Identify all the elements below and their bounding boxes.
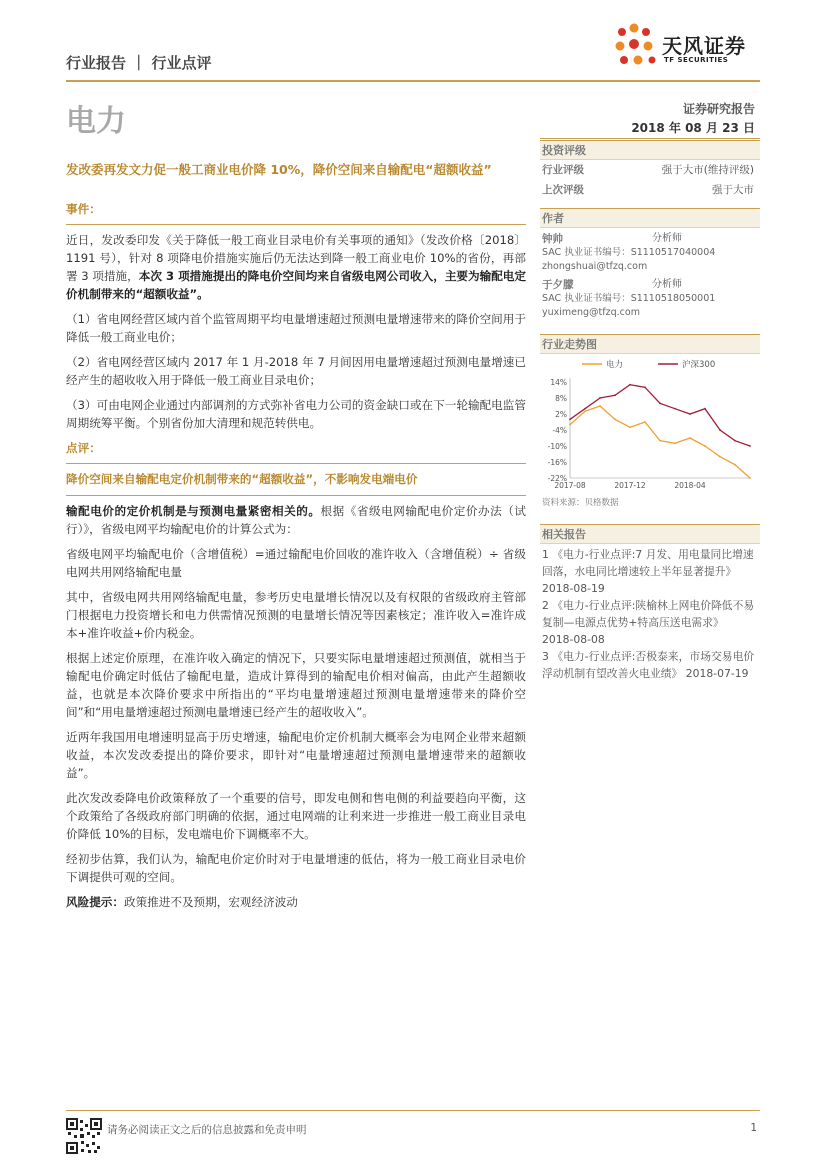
event-heading: 事件： bbox=[66, 202, 101, 216]
data-point bbox=[644, 386, 646, 388]
data-point bbox=[644, 421, 646, 423]
legend-label: 沪深300 bbox=[682, 360, 716, 370]
paragraph bbox=[66, 231, 526, 303]
risk-warning bbox=[66, 893, 526, 911]
industry-rating-row bbox=[540, 160, 760, 180]
data-point bbox=[659, 440, 661, 442]
author-heading: 作者 bbox=[540, 208, 760, 228]
industry-rating-label: 行业评级 bbox=[542, 164, 584, 176]
logo-dot bbox=[630, 24, 639, 33]
chart-source: 资料来源：贝格数据 bbox=[542, 498, 619, 508]
x-tick-label: 2017-12 bbox=[614, 481, 646, 490]
data-point bbox=[704, 445, 706, 447]
formula: 省级电网平均输配电价（含增值税）=通过输配电价回收的准许收入（含增值税）÷ 省级电网共用网络输配电量 bbox=[66, 547, 526, 579]
rating-heading: 投资评级 bbox=[540, 140, 760, 160]
x-tick-label: 2017-08 bbox=[554, 481, 586, 490]
data-point bbox=[629, 384, 631, 386]
paragraph-emphasis: 本次 3 项措施提出的降电价空间均来自省级电网公司收入，主要为输配电定价机制带来的“超额收益”。 bbox=[66, 269, 526, 301]
data-point bbox=[569, 424, 571, 426]
paragraph-text: 根据《省级电网输配电价定价办法（试行）》，省级电网平均输配电价的计算公式为： bbox=[66, 504, 526, 536]
logo-dot bbox=[618, 28, 626, 36]
data-point bbox=[614, 418, 616, 420]
report-title: 发改委再发文力促一般工商业电价降 10%，降价空间来自输配电“超额收益” bbox=[66, 162, 492, 177]
paragraph-text: 近日，发改委印发《关于降低一般工商业目录电价有关事项的通知》（发改价格〔2018〕1191 号），针对 8 项降电价措施实施后仍无法达到降一般工商业电价 10%的省份，再部署 3 项措施， bbox=[66, 233, 526, 283]
related-report-item[interactable]: 2 《电力-行业点评:陕榆林上网电价降低不易复制—电源点优势+特高压送电需求》 2018-08-08 bbox=[542, 599, 755, 646]
legend-label: 电力 bbox=[606, 360, 624, 370]
data-point bbox=[584, 410, 586, 412]
section-divider bbox=[66, 463, 526, 464]
data-point bbox=[749, 445, 751, 447]
logo-dot bbox=[629, 39, 639, 49]
data-point bbox=[674, 442, 676, 444]
main-content bbox=[66, 200, 526, 918]
y-tick-label: -16% bbox=[547, 458, 567, 467]
logo-dot bbox=[649, 57, 656, 64]
section-divider bbox=[66, 224, 526, 225]
measure-item: （1）省电网经营区域内首个监管周期平均电量增速超过预测电量增速带来的降价空间用于降低一般工商业电价； bbox=[66, 312, 526, 344]
analyst-email[interactable]: zhongshuai@tfzq.com bbox=[542, 261, 648, 272]
related-heading: 相关报告 bbox=[540, 524, 760, 544]
logo-dot bbox=[616, 42, 625, 51]
paragraph: 此次发改委降电价政策释放了一个重要的信号，即发电侧和售电侧的利益要趋向平衡，这个政策给了各级政府部门明确的依据，通过电网端的让利来进一步推进一般工商业目录电价降低 10%的目标，发电端电价下调概率不大。 bbox=[66, 791, 526, 841]
data-point bbox=[734, 464, 736, 466]
series-line bbox=[570, 406, 750, 478]
logo-text: 天风证券 bbox=[662, 34, 746, 58]
risk-text: 政策推进不及预期，宏观经济波动 bbox=[123, 895, 298, 909]
analyst-card bbox=[542, 278, 758, 320]
data-point bbox=[599, 405, 601, 407]
data-point bbox=[719, 429, 721, 431]
data-point bbox=[749, 477, 751, 479]
industry-rating-value: 强于大市(维持评级) bbox=[661, 164, 754, 176]
sub-heading: 降价空间来自输配电定价机制带来的“超额收益”，不影响发电端电价 bbox=[66, 472, 418, 486]
logo-subtext: TF SECURITIES bbox=[664, 56, 729, 64]
risk-label: 风险提示： bbox=[66, 895, 124, 909]
qr-code bbox=[66, 1118, 102, 1154]
analyst-email[interactable]: yuximeng@tfzq.com bbox=[542, 307, 640, 318]
data-point bbox=[599, 397, 601, 399]
analyst-name: 钟帅 bbox=[542, 233, 563, 245]
last-rating-row bbox=[540, 180, 760, 200]
related-report-item[interactable]: 1 《电力-行业点评:7 月发、用电量同比增速回落，水电同比增速较上半年显著提升》 2018-08-19 bbox=[542, 548, 754, 595]
paragraph-emphasis: 输配电价的定价机制是与预测电量紧密相关的。 bbox=[66, 504, 321, 518]
report-category: 行业报告 ｜ 行业点评 bbox=[66, 54, 212, 72]
data-point bbox=[569, 418, 571, 420]
data-point bbox=[719, 456, 721, 458]
y-tick-label: 2% bbox=[555, 410, 567, 419]
title-divider bbox=[540, 138, 760, 139]
analyst-list bbox=[540, 228, 760, 320]
logo-dot bbox=[620, 56, 628, 64]
data-point bbox=[689, 413, 691, 415]
header-divider bbox=[66, 80, 760, 82]
sidebar bbox=[540, 140, 760, 682]
analyst-title: 分析师 bbox=[652, 279, 682, 290]
analyst-title: 分析师 bbox=[652, 233, 682, 244]
measure-item: （3）可由电网企业通过内部调剂的方式弥补省电力公司的资金缺口或在下一轮输配电监管周期统筹平衡。个别省份加大清理和规范转供电。 bbox=[66, 398, 526, 430]
analyst-card bbox=[542, 232, 758, 274]
data-point bbox=[659, 402, 661, 404]
analyst-sac: SAC 执业证书编号：S1110518050001 bbox=[542, 293, 716, 304]
data-point bbox=[689, 437, 691, 439]
paragraph: 经初步估算，我们认为，输配电价定价时对于电量增速的低估，将为一般工商业目录电价下调提供可观的空间。 bbox=[66, 852, 526, 884]
data-point bbox=[629, 426, 631, 428]
section-divider bbox=[66, 495, 526, 496]
related-report-item[interactable]: 3 《电力-行业点评:否极泰来，市场交易电价浮动机制有望改善火电业绩》 2018-07-19 bbox=[542, 650, 755, 680]
paragraph bbox=[66, 502, 526, 538]
paragraph: 近两年我国用电增速明显高于历史增速，输配电价定价机制大概率会为电网企业带来超额收益，本次发改委提出的降价要求，即针对“电量增速超过预测电量增速带来的超额收益”。 bbox=[66, 730, 526, 780]
analyst-name: 于夕朦 bbox=[542, 279, 574, 291]
y-tick-label: 8% bbox=[555, 394, 567, 403]
related-reports bbox=[540, 544, 760, 682]
logo-dot bbox=[642, 28, 650, 36]
paragraph: 其中，省级电网共用网络输配电量，参考历史电量增长情况以及有权限的省级政府主管部门根据电力投资增长和电力供需情况预测的电量增长情况等因素核定；准许收入=准许成本+准许收益+价内税金。 bbox=[66, 590, 526, 640]
footer-disclaimer: 请务必阅读正文之后的信息披露和免责申明 bbox=[107, 1124, 307, 1136]
logo-dot bbox=[644, 42, 653, 51]
report-type: 证券研究报告 bbox=[682, 102, 755, 116]
trend-heading: 行业走势图 bbox=[540, 334, 760, 354]
measure-item: （2）省电网经营区域内 2017 年 1 月-2018 年 7 月间因用电量增速超过预测电量增速已经产生的超收收入用于降低一般工商业目录电价； bbox=[66, 355, 526, 387]
footer-divider bbox=[66, 1110, 760, 1111]
y-tick-label: -22% bbox=[547, 474, 567, 483]
paragraph: 根据上述定价原理，在准许收入确定的情况下，只要实际电量增速超过预测值，就相当于输配电价确定时低估了输配电量，造成计算得到的输配电价相对偏高，由此产生超额收益，也就是本次降价要求中所指出的“平均电量增速超过预测电量增速带来的降价空间”和“用电量增速超过预测电量增速已经产生的超收收入”。 bbox=[66, 651, 526, 719]
last-rating-value: 强于大市 bbox=[712, 184, 754, 196]
industry-trend-chart bbox=[540, 354, 760, 494]
industry-name: 电力 bbox=[66, 104, 126, 139]
trend-chart-svg bbox=[540, 354, 760, 494]
page-number: 1 bbox=[750, 1122, 757, 1134]
data-point bbox=[674, 408, 676, 410]
logo-dot bbox=[634, 56, 643, 65]
data-point bbox=[704, 408, 706, 410]
data-point bbox=[614, 394, 616, 396]
analyst-sac: SAC 执业证书编号：S1110517040004 bbox=[542, 247, 716, 258]
data-point bbox=[734, 440, 736, 442]
data-point bbox=[584, 408, 586, 410]
series-line bbox=[570, 385, 750, 446]
report-date: 2018 年 08 月 23 日 bbox=[631, 121, 755, 135]
y-tick-label: -10% bbox=[547, 442, 567, 451]
comment-heading: 点评： bbox=[66, 441, 101, 455]
y-tick-label: -4% bbox=[552, 426, 567, 435]
last-rating-label: 上次评级 bbox=[542, 184, 584, 196]
x-tick-label: 2018-04 bbox=[674, 481, 706, 490]
y-tick-label: 14% bbox=[550, 378, 567, 387]
